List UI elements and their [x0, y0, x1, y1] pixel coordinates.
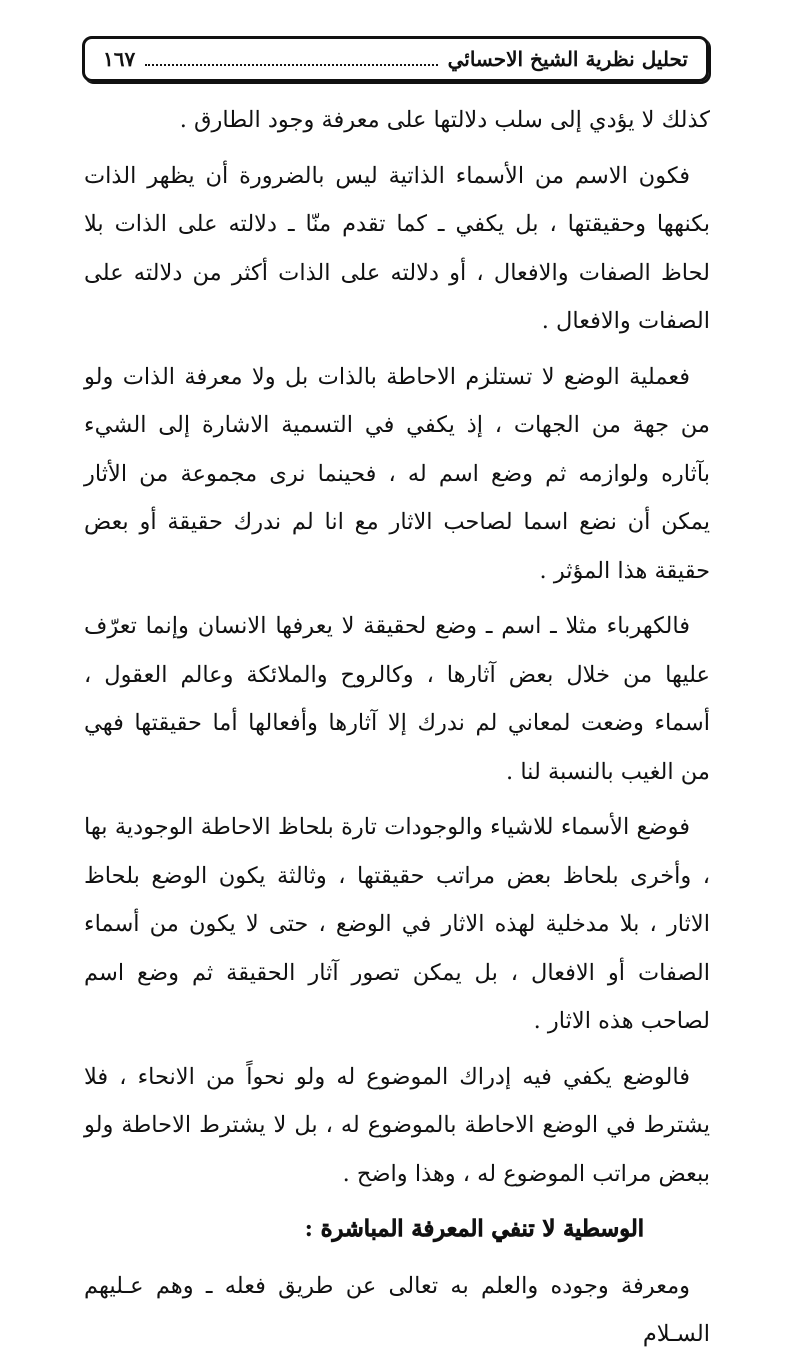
page-number: ١٦٧ [103, 47, 136, 71]
paragraph-3: فعملية الوضع لا تستلزم الاحاطة بالذات بل ولا معرفة الذات ولو من جهة من الجهات ، إذ يكفي في التسمية الاشارة إلى الشيء بآثاره ولوازمه ثم وضع اسم له ، فحينما نرى مجموعة من الأثار يمكن أن نضع اسما لصاحب الاثار مع انا لم ندرك حقيقة أو بعض حقيقة هذا المؤثر . [84, 363, 710, 584]
dotted-leader [145, 64, 437, 66]
paragraph-4: فالكهرباء مثلا ـ اسم ـ وضع لحقيقة لا يعرفها الانسان وإنما تعرّف عليها من خلال بعض آثارها ، وكالروح والملائكة وعالم العقول ، أسماء وضعت لمعاني لم ندرك إلا آثارها وأفعالها أما حقيقتها فهي من الغيب بالنسبة لنا . [84, 613, 710, 785]
paragraph-2: فكون الاسم من الأسماء الذاتية ليس بالضرورة أن يظهر الذات بكنهها وحقيقتها ، بل يكفي ـ كما تقدم منّا ـ دلالته على الذات بلا لحاظ الصفات والافعال ، أو دلالته على الذات أكثر من دلالته على الصفات والافعال . [84, 162, 710, 334]
running-header [82, 36, 709, 82]
section-heading [84, 1205, 710, 1254]
section-heading-text: الوسطية لا تنفي المعرفة المباشرة [320, 1216, 644, 1242]
section-heading-colon: : [304, 1216, 321, 1242]
paragraph-1: كذلك لا يؤدي إلى سلب دلالتها على معرفة وجود الطارق . [179, 107, 710, 133]
page-body [84, 96, 710, 1366]
paragraph-5: فوضع الأسماء للاشياء والوجودات تارة بلحاظ الاحاطة الوجودية بها ، وأخرى بلحاظ بعض مراتب حقيقتها ، وثالثة يكون الوضع بلحاظ الاثار ، بلا مدخلية لهذه الاثار في الوضع ، حتى لا يكون من أسماء الصفات أو الافعال ، بل يمكن تصور آثار الحقيقة ثم وضع اسم لصاحب هذه الاثار . [84, 814, 710, 1034]
running-header-title: تحليل نظرية الشيخ الاحسائي [447, 47, 688, 71]
running-header-content [103, 47, 688, 71]
paragraph-7: ومعرفة وجوده والعلم به تعالى عن طريق فعله ـ وهم عـليهم السـلام [84, 1272, 710, 1347]
paragraph-6: فالوضع يكفي فيه إدراك الموضوع له ولو نحواً من الانحاء ، فلا يشترط في الوضع الاحاطة بالموضوع له ، بل لا يشترط الاحاطة ولو ببعض مراتب الموضوع له ، وهذا واضح . [84, 1063, 710, 1187]
